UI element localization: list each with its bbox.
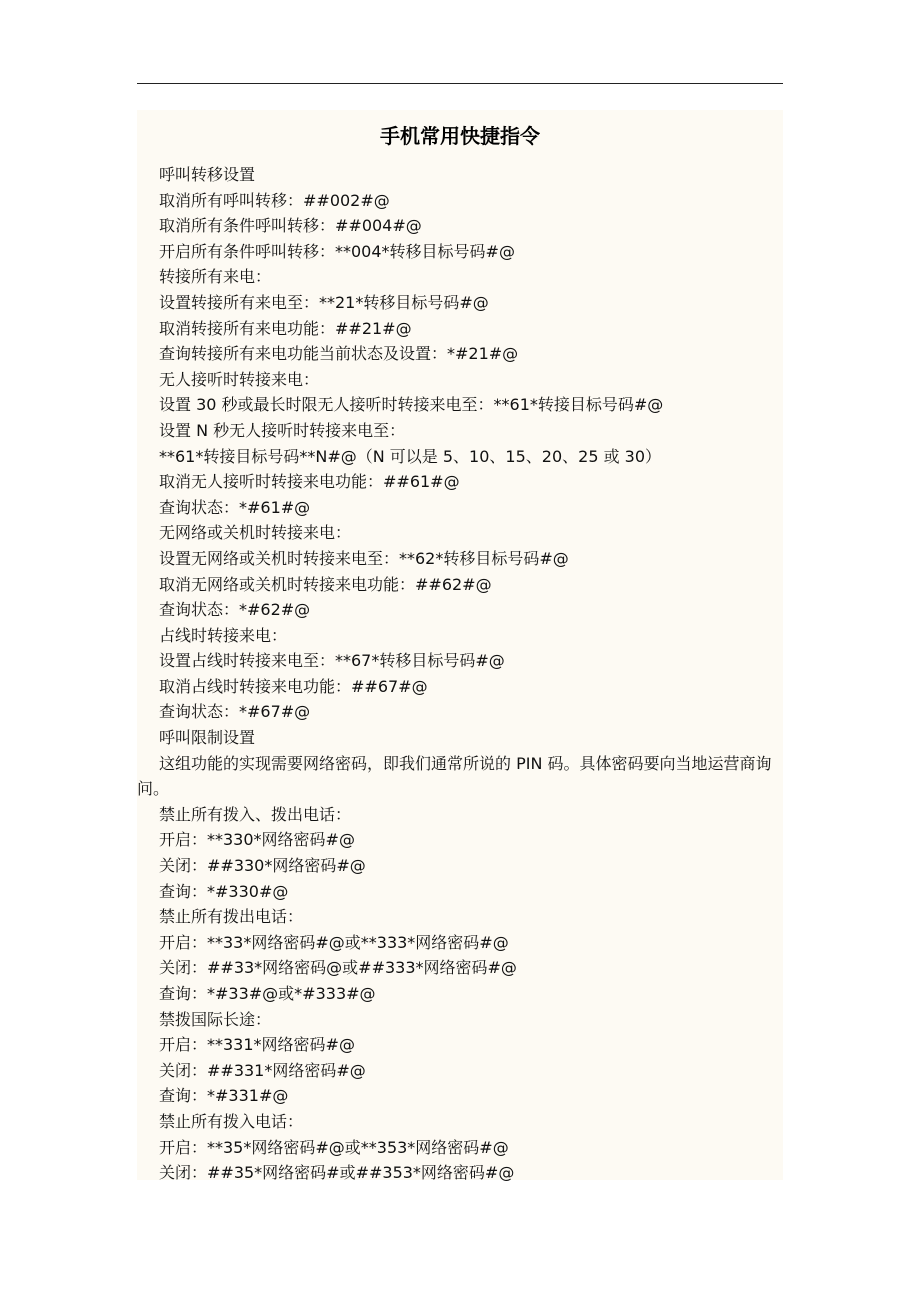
text-line: 关闭：##35*网络密码#或##353*网络密码#@ bbox=[159, 1163, 515, 1183]
text-line: 开启：**33*网络密码#@或**333*网络密码#@ bbox=[159, 932, 509, 952]
text-line: 关闭：##33*网络密码@或##333*网络密码#@ bbox=[159, 958, 517, 978]
header-rule bbox=[137, 83, 783, 84]
text-line: 关闭：##331*网络密码#@ bbox=[159, 1060, 366, 1080]
text-line: 开启所有条件呼叫转移：**004*转移目标号码#@ bbox=[159, 241, 515, 261]
text-line: 取消所有条件呼叫转移：##004#@ bbox=[159, 216, 422, 236]
document-text bbox=[137, 162, 783, 1186]
text-line: 开启：**35*网络密码#@或**353*网络密码#@ bbox=[159, 1137, 509, 1157]
text-line: 关闭：##330*网络密码#@ bbox=[159, 856, 366, 876]
text-line: 禁止所有拨入、拨出电话： bbox=[159, 804, 352, 824]
text-line: 无人接听时转接来电： bbox=[159, 369, 320, 389]
text-line: 呼叫转移设置 bbox=[159, 165, 256, 184]
text-line: 禁止所有拨出电话： bbox=[159, 907, 304, 927]
text-line: 开启：**331*网络密码#@ bbox=[159, 1035, 355, 1055]
text-line: 呼叫限制设置 bbox=[159, 728, 256, 748]
text-line: 设置 N 秒无人接听时转接来电至： bbox=[159, 420, 406, 440]
text-line: 取消无人接听时转接来电功能：##61#@ bbox=[159, 472, 460, 492]
text-line: 取消所有呼叫转移：##002#@ bbox=[159, 190, 390, 210]
text-line: 占线时转接来电： bbox=[159, 625, 288, 645]
text-line: **61*转接目标号码**N#@（N 可以是 5、10、15、20、25 或 30） bbox=[159, 446, 662, 466]
text-line: 查询转接所有来电功能当前状态及设置：*#21#@ bbox=[159, 344, 519, 364]
text-line: 无网络或关机时转接来电： bbox=[159, 523, 352, 543]
document-title: 手机常用快捷指令 bbox=[380, 124, 540, 148]
text-line: 转接所有来电： bbox=[159, 267, 272, 287]
text-line: 禁止所有拨入电话： bbox=[159, 1111, 304, 1131]
text-line: 开启：**330*网络密码#@ bbox=[159, 830, 355, 850]
text-line: 禁拨国际长途： bbox=[159, 1009, 272, 1029]
text-line: 设置转接所有来电至：**21*转移目标号码#@ bbox=[159, 292, 489, 312]
text-line: 设置 30 秒或最长时限无人接听时转接来电至：**61*转接目标号码#@ bbox=[159, 395, 664, 415]
text-line: 设置无网络或关机时转接来电至：**62*转移目标号码#@ bbox=[159, 548, 569, 568]
document-body bbox=[137, 110, 783, 1183]
text-line: 查询状态：*#61#@ bbox=[159, 497, 311, 517]
text-line: 查询：*#33#@或*#333#@ bbox=[159, 984, 376, 1003]
text-line: 查询：*#331#@ bbox=[159, 1086, 289, 1106]
text-line: 取消占线时转接来电功能：##67#@ bbox=[159, 676, 428, 696]
text-line: 设置占线时转接来电至：**67*转移目标号码#@ bbox=[159, 651, 505, 671]
text-line: 查询：*#330#@ bbox=[159, 881, 289, 901]
text-line: 取消无网络或关机时转接来电功能：##62#@ bbox=[159, 574, 492, 594]
text-line: 取消转接所有来电功能：##21#@ bbox=[159, 318, 412, 338]
pin-note-paragraph: 这组功能的实现需要网络密码，即我们通常所说的 PIN 码。具体密码要向当地运营商询问。 bbox=[137, 753, 772, 799]
text-line: 查询状态：*#62#@ bbox=[159, 600, 311, 620]
text-line: 查询状态：*#67#@ bbox=[159, 702, 311, 722]
